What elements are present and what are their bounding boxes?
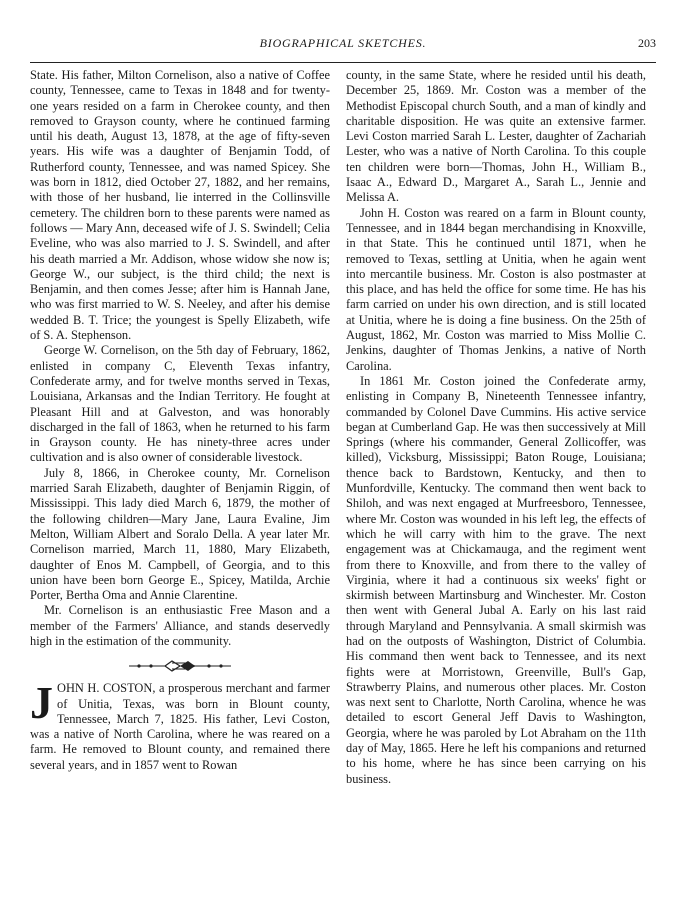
- paragraph-john-coston-war: In 1861 Mr. Coston joined the Confederate army, enlisting in Company B, Nineteenth Tennessee infantry, commanded by Colonel Dave Cummins. His active service began at Cumberland Gap. He was then successively at Mill Springs (where his commander, General Zollicoffer, was killed), Vicksburg, Mississippi; Baton Rouge, Louisiana; thence back to Bardstown, Kentucky, and then to Munfordville, Kentucky. The command then went back to Shiloh, and was next engaged at Murfreesboro, Tennessee, where Mr. Coston was wounded in his left leg, the effects of which he will carry with him to the grave. The next engagement was at Chickamauga, and the regiment went from there to Knoxville, and from there to the valley of Virginia, where it had a continuous six weeks' fight or skirmish between Martinsburg and Winchester. Mr. Coston then went with General Jubal A. Early on his last raid through Maryland and Pennsylvania. A small skirmish was had on the outposts of Washington, District of Columbia. His command then went back to Tennessee, and its next fights were at Morristown, Greenville, Bull's Gap, Strawberry Plains, and numerous other places. Mr. Coston was next sent to Charlotte, North Carolina, whence he was detailed to escort General Jeff Davis to Washington, Georgia, where he was paroled by Lot Abraham on the 11th day of May, 1865. Here he left his companions and returned to his home, where he has since been carrying on his business.: [346, 373, 646, 786]
- paragraph-levi-coston: county, in the same State, where he resided until his death, December 25, 1869. Mr. Coston was a member of the Methodist Episcopal church South, and a man of kindly and charitable disposition. He was quite an extensive farmer. Levi Coston married Sarah L. Lester, daughter of Zachariah Lester, who was a native of North Carolina. To this couple ten children were born—Thomas, John H., William B., Isaac A., Edward D., Margaret A., Sarah L., Jennie and Melissa A.: [346, 68, 646, 205]
- header-rule: [30, 62, 656, 63]
- page-number: 203: [638, 36, 656, 50]
- paragraph-john-coston-business: John H. Coston was reared on a farm in Blount county, Tennessee, and in 1844 began merchandising in Knoxville, in that State. This he continued until 1871, when he removed to Texas, settling at Unitia, when he again went into mercantile business. Mr. Coston is also postmaster at this place, and has held the office for some time. He has his farm carried on under his own direction, and is still located at Unitia, where he is doing a fine business. On the 25th of August, 1862, Mr. Coston was married to Miss Mollie C. Jenkins, daughter of Thomas Jenkins, a native of North Carolina.: [346, 205, 646, 373]
- running-title: BIOGRAPHICAL SKETCHES.: [259, 36, 427, 50]
- page-header: [30, 36, 656, 52]
- ornament-divider-icon: [125, 659, 235, 673]
- paragraph-cornelison-service: George W. Cornelison, on the 5th day of February, 1862, enlisted in company C, Eleventh Texas infantry, Confederate army, and for twelve months served in Texas, Louisiana, Arkansas and the Indian Territory. He fought at Pleasant Hill and at Galveston, and was honorably discharged in the fall of 1863, when he returned to his farm in Grayson county. He has ninety-three acres under cultivation and is also owner of considerable livestock.: [30, 343, 330, 465]
- paragraph-coston-intro-text: OHN H. COSTON, a prosperous merchant and farmer of Unitia, Texas, was born in Blount county, Tennessee, March 7, 1825. His father, Levi Coston, was a native of North Carolina, where he was reared on a farm. He removed to Blount county, and remained there several years, and in 1857 went to Rowan: [30, 681, 330, 772]
- drop-cap-letter: J: [30, 677, 53, 729]
- paragraph-cornelison-family: State. His father, Milton Cornelison, also a native of Coffee county, Tennessee, came to Texas in 1848 and for twenty-one years resided on a farm in Cherokee county, and then removed to Grayson county, where he continued farming until his death, August 13, 1878, at the age of fifty-seven years. His wife was a daughter of Benjamin Todd, of Rutherford county, Tennessee, and was named Spicey. She was born in 1812, died October 27, 1882, and her remains, with those of her husband, lie interred in the Collinsville cemetery. The children born to these parents were named as follows — Mary Ann, deceased wife of J. S. Swindell; Celia Eveline, who was also married to J. S. Swindell, and after his death married a Mr. Addison, whose widow she now is; George W., our subject, is the third child; the next is Benjamin, and then comes Jesse; after him is Hannah Jane, who was first married to W. S. Neeley, and after his demise wedded B. T. Trice; the youngest is Spelly Elizabeth, wife of S. A. Stephenson.: [30, 68, 330, 343]
- paragraph-cornelison-marriage: July 8, 1866, in Cherokee county, Mr. Cornelison married Sarah Elizabeth, daughter of Benjamin Riggin, of Mississippi. This lady died March 6, 1879, the mother of the following children—Mary Jane, Laura Evaline, Jim Melton, William Albert and Soralo Della. A year later Mr. Cornelison married, March 11, 1880, Mary Elizabeth, daughter of Enos M. Campbell, of Georgia, and to this union have been born George E., Spicey, Matilda, Archie Porter, Bertha Oma and Annie Clarentine.: [30, 465, 330, 603]
- left-column: [30, 68, 330, 773]
- paragraph-cornelison-mason: Mr. Cornelison is an enthusiastic Free Mason and a member of the Farmers' Alliance, and stands deservedly high in the estimation of the community.: [30, 603, 330, 648]
- paragraph-coston-intro: [30, 677, 330, 773]
- right-column: [346, 68, 646, 787]
- section-ornament: [30, 659, 330, 673]
